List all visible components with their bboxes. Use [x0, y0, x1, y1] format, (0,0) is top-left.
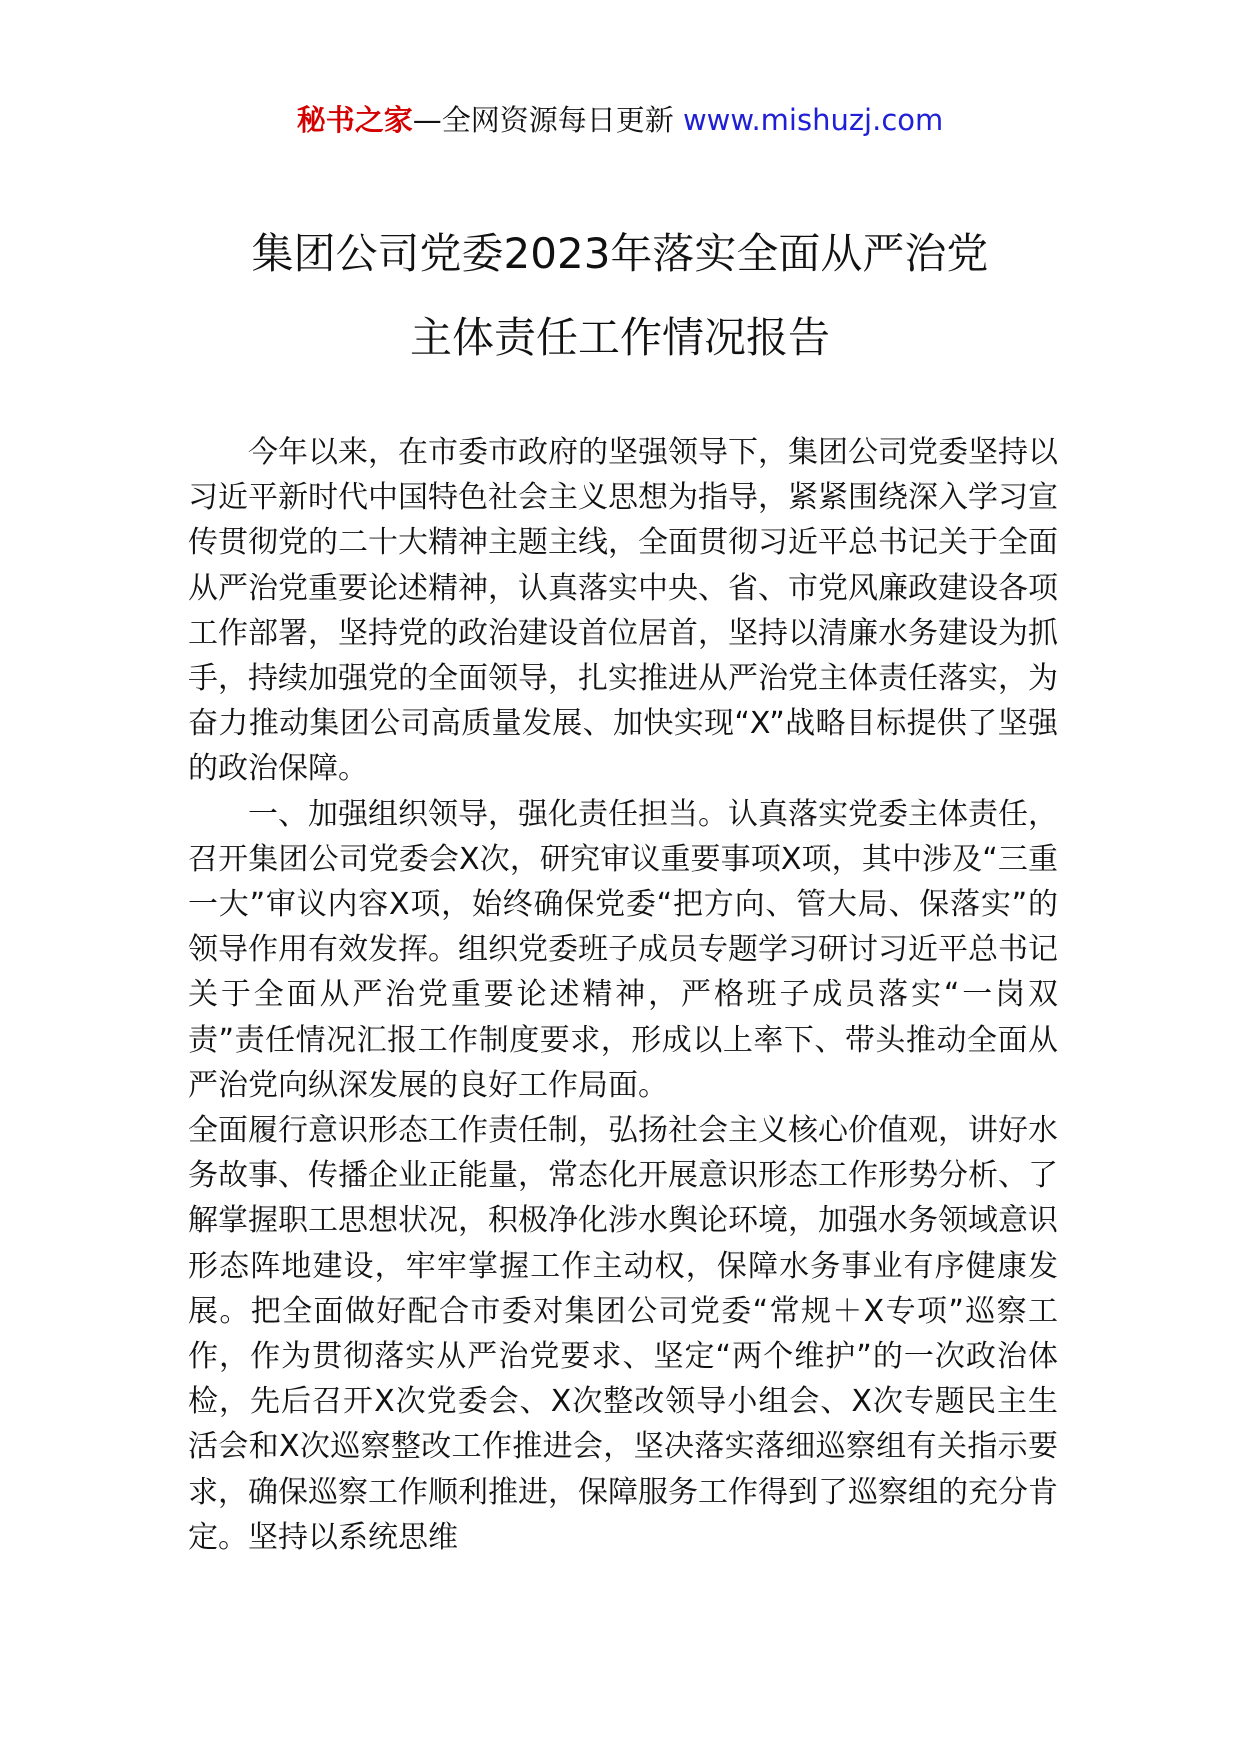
paragraph-intro: 今年以来，在市委市政府的坚强领导下，集团公司党委坚持以习近平新时代中国特色社会主义思想为指导，紧紧围绕深入学习宣传贯彻党的二十大精神主题主线，全面贯彻习近平总书记关于全面从严治党重要论述精神，认真落实中央、省、市党风廉政建设各项工作部署，坚持党的政治建设首位居首，坚持以清廉水务建设为抓手，持续加强党的全面领导，扎实推进从严治党主体责任落实，为奋力推动集团公司高质量发展、加快实现“X”战略目标提供了坚强的政治保障。	[188, 435, 1058, 787]
brand-name: 秘书之家	[296, 103, 413, 137]
document-title	[150, 212, 1090, 380]
site-url-link[interactable]: www.mishuzj.com	[682, 103, 944, 137]
paragraph-section-1: 一、加强组织领导，强化责任担当。认真落实党委主体责任，召开集团公司党委会X次，研究审议重要事项X项，其中涉及“三重一大”审议内容X项，始终确保党委“把方向、管大局、保落实”的领导作用有效发挥。组织党委班子成员专题学习研讨习近平总书记关于全面从严治党重要论述精神，严格班子成员落实“一岗双责”责任情况汇报工作制度要求，形成以上率下、带头推动全面从严治党向纵深发展的良好工作局面。	[188, 796, 1058, 1103]
document-title-line-2: 主体责任工作情况报告	[409, 313, 830, 362]
site-header	[0, 100, 1240, 140]
paragraph-continuation: 全面履行意识形态工作责任制，弘扬社会主义核心价值观，讲好水务故事、传播企业正能量，常态化开展意识形态工作形势分析、了解掌握职工思想状况，积极净化涉水舆论环境，加强水务领域意识形态阵地建设，牢牢掌握工作主动权，保障水务事业有序健康发展。把全面做好配合市委对集团公司党委“常规＋X专项”巡察工作，作为贯彻落实从严治党要求、坚定“两个维护”的一次政治体检，先后召开X次党委会、X次整改领导小组会、X次专题民主生活会和X次巡察整改工作推进会，坚决落实落细巡察组有关指示要求，确保巡察工作顺利推进，保障服务工作得到了巡察组的充分肯定。坚持以系统思维	[188, 1113, 1058, 1555]
header-tagline: —全网资源每日更新	[412, 103, 683, 137]
document-body	[188, 430, 1058, 1560]
document-title-line-1: 集团公司党委2023年落实全面从严治党	[251, 229, 989, 278]
